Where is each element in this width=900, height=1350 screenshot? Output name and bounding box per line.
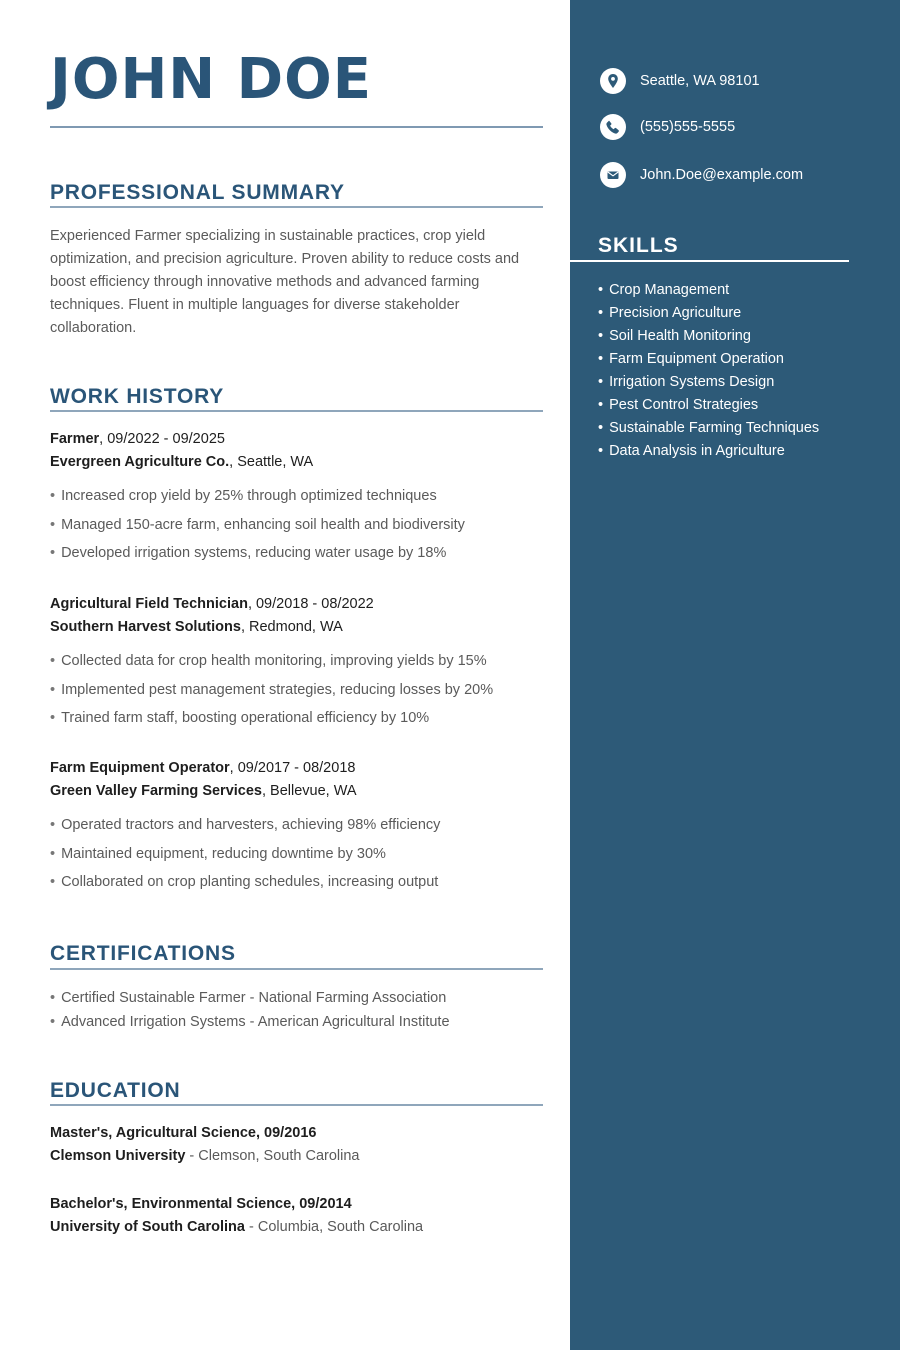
skill-item: • Sustainable Farming Techniques — [598, 417, 819, 440]
job-bullets — [50, 647, 543, 733]
job-location: , Redmond, WA — [240, 619, 343, 635]
job-bullet: • Collaborated on crop planting schedules, increasing output — [50, 868, 543, 897]
contact-address-text: Seattle, WA 98101 — [640, 73, 760, 89]
work-history-divider — [50, 410, 543, 412]
summary-divider — [50, 206, 543, 208]
contact-address — [600, 68, 890, 94]
contact-phone-text: (555)555-5555 — [640, 119, 736, 135]
job-dates: , 09/2022 - 09/2025 — [99, 431, 225, 447]
job-bullet: • Managed 150-acre farm, enhancing soil health and biodiversity — [50, 511, 543, 540]
contact-phone — [600, 114, 890, 140]
job-company: Southern Harvest Solutions — [50, 619, 241, 635]
education-location: - Clemson, South Carolina — [185, 1148, 360, 1164]
education-location: - Columbia, South Carolina — [244, 1219, 424, 1235]
job-title-line — [50, 428, 543, 451]
job-company-line — [50, 451, 543, 474]
job-entry — [50, 428, 543, 568]
work-history-heading: WORK HISTORY — [50, 385, 225, 408]
job-bullet: • Implemented pest management strategies, reducing losses by 20% — [50, 676, 543, 705]
skill-item: • Farm Equipment Operation — [598, 348, 819, 371]
job-title-line — [50, 757, 543, 780]
education-school: Clemson University — [50, 1148, 186, 1164]
job-company-line — [50, 616, 543, 639]
education-entry — [50, 1122, 543, 1168]
job-bullet: • Maintained equipment, reducing downtime by 30% — [50, 840, 543, 869]
email-icon — [600, 162, 626, 188]
certification-item: • Certified Sustainable Farmer - National Farming Association — [50, 986, 450, 1010]
job-company: Green Valley Farming Services — [50, 783, 262, 799]
job-bullets — [50, 482, 543, 568]
education-school-line — [50, 1145, 543, 1168]
name-divider — [50, 126, 543, 128]
job-title: Farmer — [50, 431, 100, 447]
skill-item: • Data Analysis in Agriculture — [598, 440, 819, 463]
job-company: Evergreen Agriculture Co. — [50, 454, 230, 470]
education-school-line — [50, 1216, 543, 1239]
education-divider — [50, 1104, 543, 1106]
phone-icon — [600, 114, 626, 140]
job-bullet: • Developed irrigation systems, reducing water usage by 18% — [50, 539, 543, 568]
job-bullet: • Increased crop yield by 25% through optimized techniques — [50, 482, 543, 511]
skills-heading: SKILLS — [598, 234, 679, 257]
skill-item: • Pest Control Strategies — [598, 394, 819, 417]
job-title: Farm Equipment Operator — [50, 760, 230, 776]
skills-divider — [570, 260, 849, 262]
contact-email — [600, 162, 890, 188]
skills-list — [598, 279, 819, 463]
job-company-line — [50, 780, 543, 803]
certifications-list — [50, 986, 450, 1034]
candidate-name: JOHN DOE — [50, 47, 373, 112]
sidebar — [570, 0, 900, 1350]
skill-item: • Irrigation Systems Design — [598, 371, 819, 394]
summary-heading: PROFESSIONAL SUMMARY — [50, 181, 345, 204]
education-degree: Bachelor's, Environmental Science, 09/2014 — [50, 1196, 352, 1212]
job-dates: , 09/2017 - 08/2018 — [229, 760, 356, 776]
job-bullet: • Operated tractors and harvesters, achieving 98% efficiency — [50, 811, 543, 840]
job-bullets — [50, 811, 543, 897]
education-entry — [50, 1193, 543, 1239]
certifications-divider — [50, 968, 543, 970]
job-dates: , 09/2018 - 08/2022 — [247, 596, 374, 612]
certification-item: • Advanced Irrigation Systems - American Agricultural Institute — [50, 1010, 450, 1034]
education-degree: Master's, Agricultural Science, 09/2016 — [50, 1125, 317, 1141]
contact-email-text[interactable]: John.Doe@example.com — [640, 167, 804, 183]
job-bullet: • Trained farm staff, boosting operational efficiency by 10% — [50, 704, 543, 733]
location-pin-icon — [600, 68, 626, 94]
job-entry — [50, 757, 543, 897]
skill-item: • Crop Management — [598, 279, 819, 302]
education-school: University of South Carolina — [50, 1219, 245, 1235]
job-location: , Seattle, WA — [229, 454, 314, 470]
skill-item: • Soil Health Monitoring — [598, 325, 819, 348]
summary-text: Experienced Farmer specializing in sustainable practices, crop yield optimization, and precision agriculture. Proven ability to reduce costs and boost efficiency through innovative methods and advanced farming techniques. Fluent in multiple languages for diverse stakeholder collaboration. — [50, 228, 520, 336]
job-title-line — [50, 593, 543, 616]
job-location: , Bellevue, WA — [261, 783, 357, 799]
job-title: Agricultural Field Technician — [50, 596, 248, 612]
skill-item: • Precision Agriculture — [598, 302, 819, 325]
job-bullet: • Collected data for crop health monitoring, improving yields by 15% — [50, 647, 543, 676]
job-entry — [50, 593, 543, 733]
education-heading: EDUCATION — [50, 1079, 181, 1102]
certifications-heading: CERTIFICATIONS — [50, 942, 236, 965]
